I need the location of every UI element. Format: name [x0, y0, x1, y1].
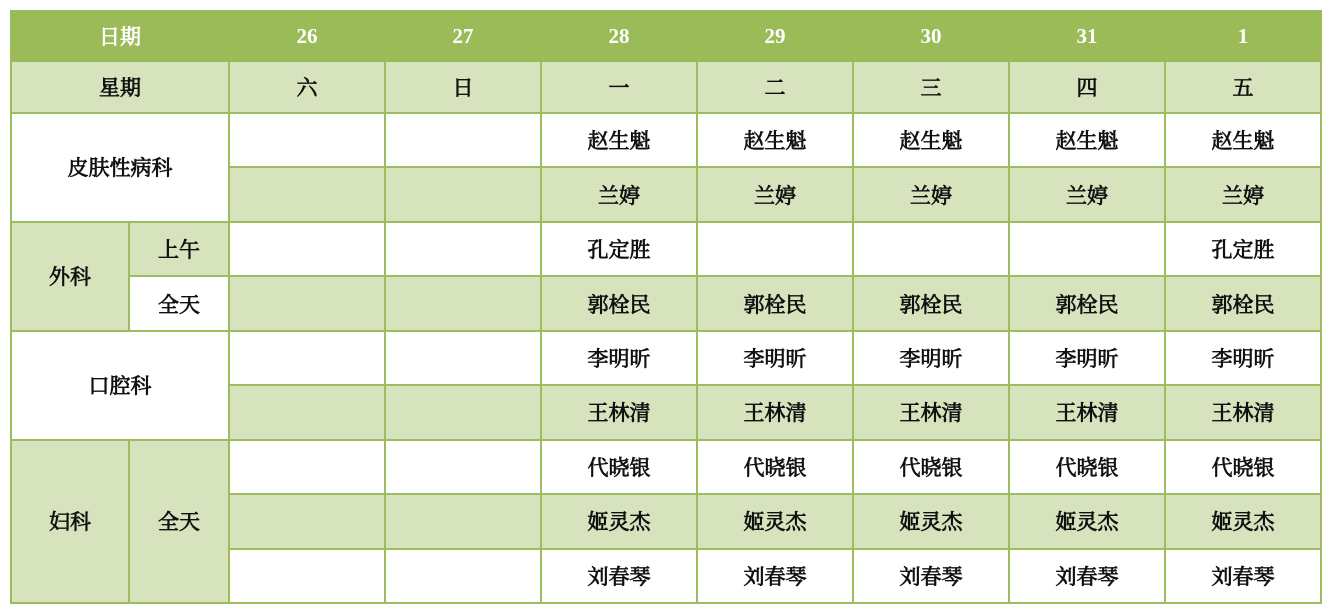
schedule-cell: 王林清: [697, 385, 853, 439]
weekday-cell: 三: [853, 61, 1009, 113]
schedule-cell: [385, 385, 541, 439]
schedule-cell: [1009, 222, 1165, 276]
schedule-cell: 孔定胜: [1165, 222, 1321, 276]
weekday-header-row: [11, 61, 1321, 113]
date-cell: 30: [853, 11, 1009, 61]
schedule-cell: [229, 440, 385, 494]
schedule-cell: [853, 222, 1009, 276]
schedule-cell: [385, 549, 541, 604]
table-row: [11, 331, 1321, 385]
schedule-cell: 姬灵杰: [853, 494, 1009, 548]
schedule-cell: 代晓银: [1165, 440, 1321, 494]
schedule-cell: 李明昕: [853, 331, 1009, 385]
schedule-cell: [385, 167, 541, 221]
schedule-cell: 郭栓民: [541, 276, 697, 330]
schedule-cell: 李明昕: [697, 331, 853, 385]
schedule-table-wrap: [10, 10, 1322, 604]
sub-cell-allday: 全天: [129, 440, 229, 603]
schedule-cell: 李明昕: [541, 331, 697, 385]
weekday-cell: 五: [1165, 61, 1321, 113]
schedule-cell: 刘春琴: [1165, 549, 1321, 604]
schedule-cell: 王林清: [853, 385, 1009, 439]
schedule-cell: 刘春琴: [853, 549, 1009, 604]
schedule-cell: [385, 331, 541, 385]
schedule-cell: 李明昕: [1165, 331, 1321, 385]
schedule-cell: 姬灵杰: [1165, 494, 1321, 548]
weekday-cell: 日: [385, 61, 541, 113]
table-row: [11, 276, 1321, 330]
date-cell: 29: [697, 11, 853, 61]
schedule-cell: 郭栓民: [853, 276, 1009, 330]
date-cell: 26: [229, 11, 385, 61]
schedule-cell: [229, 385, 385, 439]
table-row: [11, 440, 1321, 494]
schedule-cell: [229, 494, 385, 548]
table-row: [11, 113, 1321, 167]
schedule-cell: [229, 222, 385, 276]
weekday-cell: 二: [697, 61, 853, 113]
schedule-cell: 王林清: [1009, 385, 1165, 439]
schedule-cell: [385, 494, 541, 548]
schedule-cell: 赵生魁: [1165, 113, 1321, 167]
schedule-cell: [229, 331, 385, 385]
date-label-cell: 日期: [11, 11, 229, 61]
schedule-cell: 兰婷: [697, 167, 853, 221]
duty-schedule-table: [10, 10, 1322, 604]
schedule-cell: [385, 276, 541, 330]
schedule-cell: 代晓银: [853, 440, 1009, 494]
schedule-cell: 代晓银: [541, 440, 697, 494]
schedule-cell: 兰婷: [1165, 167, 1321, 221]
schedule-cell: 刘春琴: [697, 549, 853, 604]
schedule-cell: 赵生魁: [853, 113, 1009, 167]
schedule-cell: 代晓银: [697, 440, 853, 494]
schedule-cell: [697, 222, 853, 276]
date-cell: 1: [1165, 11, 1321, 61]
schedule-cell: 郭栓民: [697, 276, 853, 330]
weekday-cell: 四: [1009, 61, 1165, 113]
schedule-cell: [229, 276, 385, 330]
schedule-cell: 姬灵杰: [1009, 494, 1165, 548]
weekday-cell: 一: [541, 61, 697, 113]
schedule-cell: 刘春琴: [541, 549, 697, 604]
dept-cell-dermatology: 皮肤性病科: [11, 113, 229, 222]
schedule-cell: [385, 222, 541, 276]
schedule-cell: 兰婷: [1009, 167, 1165, 221]
schedule-cell: 赵生魁: [1009, 113, 1165, 167]
date-cell: 31: [1009, 11, 1165, 61]
schedule-cell: [229, 113, 385, 167]
schedule-cell: 姬灵杰: [541, 494, 697, 548]
date-cell: 28: [541, 11, 697, 61]
schedule-cell: 李明昕: [1009, 331, 1165, 385]
schedule-cell: 郭栓民: [1009, 276, 1165, 330]
schedule-cell: 刘春琴: [1009, 549, 1165, 604]
schedule-cell: 孔定胜: [541, 222, 697, 276]
sub-cell-allday: 全天: [129, 276, 229, 330]
table-row: [11, 222, 1321, 276]
dept-cell-dental: 口腔科: [11, 331, 229, 440]
date-header-row: [11, 11, 1321, 61]
schedule-cell: [385, 113, 541, 167]
schedule-cell: 兰婷: [541, 167, 697, 221]
weekday-cell: 六: [229, 61, 385, 113]
sub-cell-morning: 上午: [129, 222, 229, 276]
schedule-cell: [385, 440, 541, 494]
weekday-label-cell: 星期: [11, 61, 229, 113]
schedule-cell: 赵生魁: [697, 113, 853, 167]
schedule-cell: 王林清: [541, 385, 697, 439]
schedule-cell: 代晓银: [1009, 440, 1165, 494]
schedule-cell: 赵生魁: [541, 113, 697, 167]
date-cell: 27: [385, 11, 541, 61]
dept-cell-gynecology: 妇科: [11, 440, 129, 603]
schedule-cell: [229, 167, 385, 221]
schedule-cell: 兰婷: [853, 167, 1009, 221]
schedule-cell: 姬灵杰: [697, 494, 853, 548]
schedule-cell: [229, 549, 385, 604]
schedule-cell: 郭栓民: [1165, 276, 1321, 330]
schedule-cell: 王林清: [1165, 385, 1321, 439]
dept-cell-surgery: 外科: [11, 222, 129, 331]
